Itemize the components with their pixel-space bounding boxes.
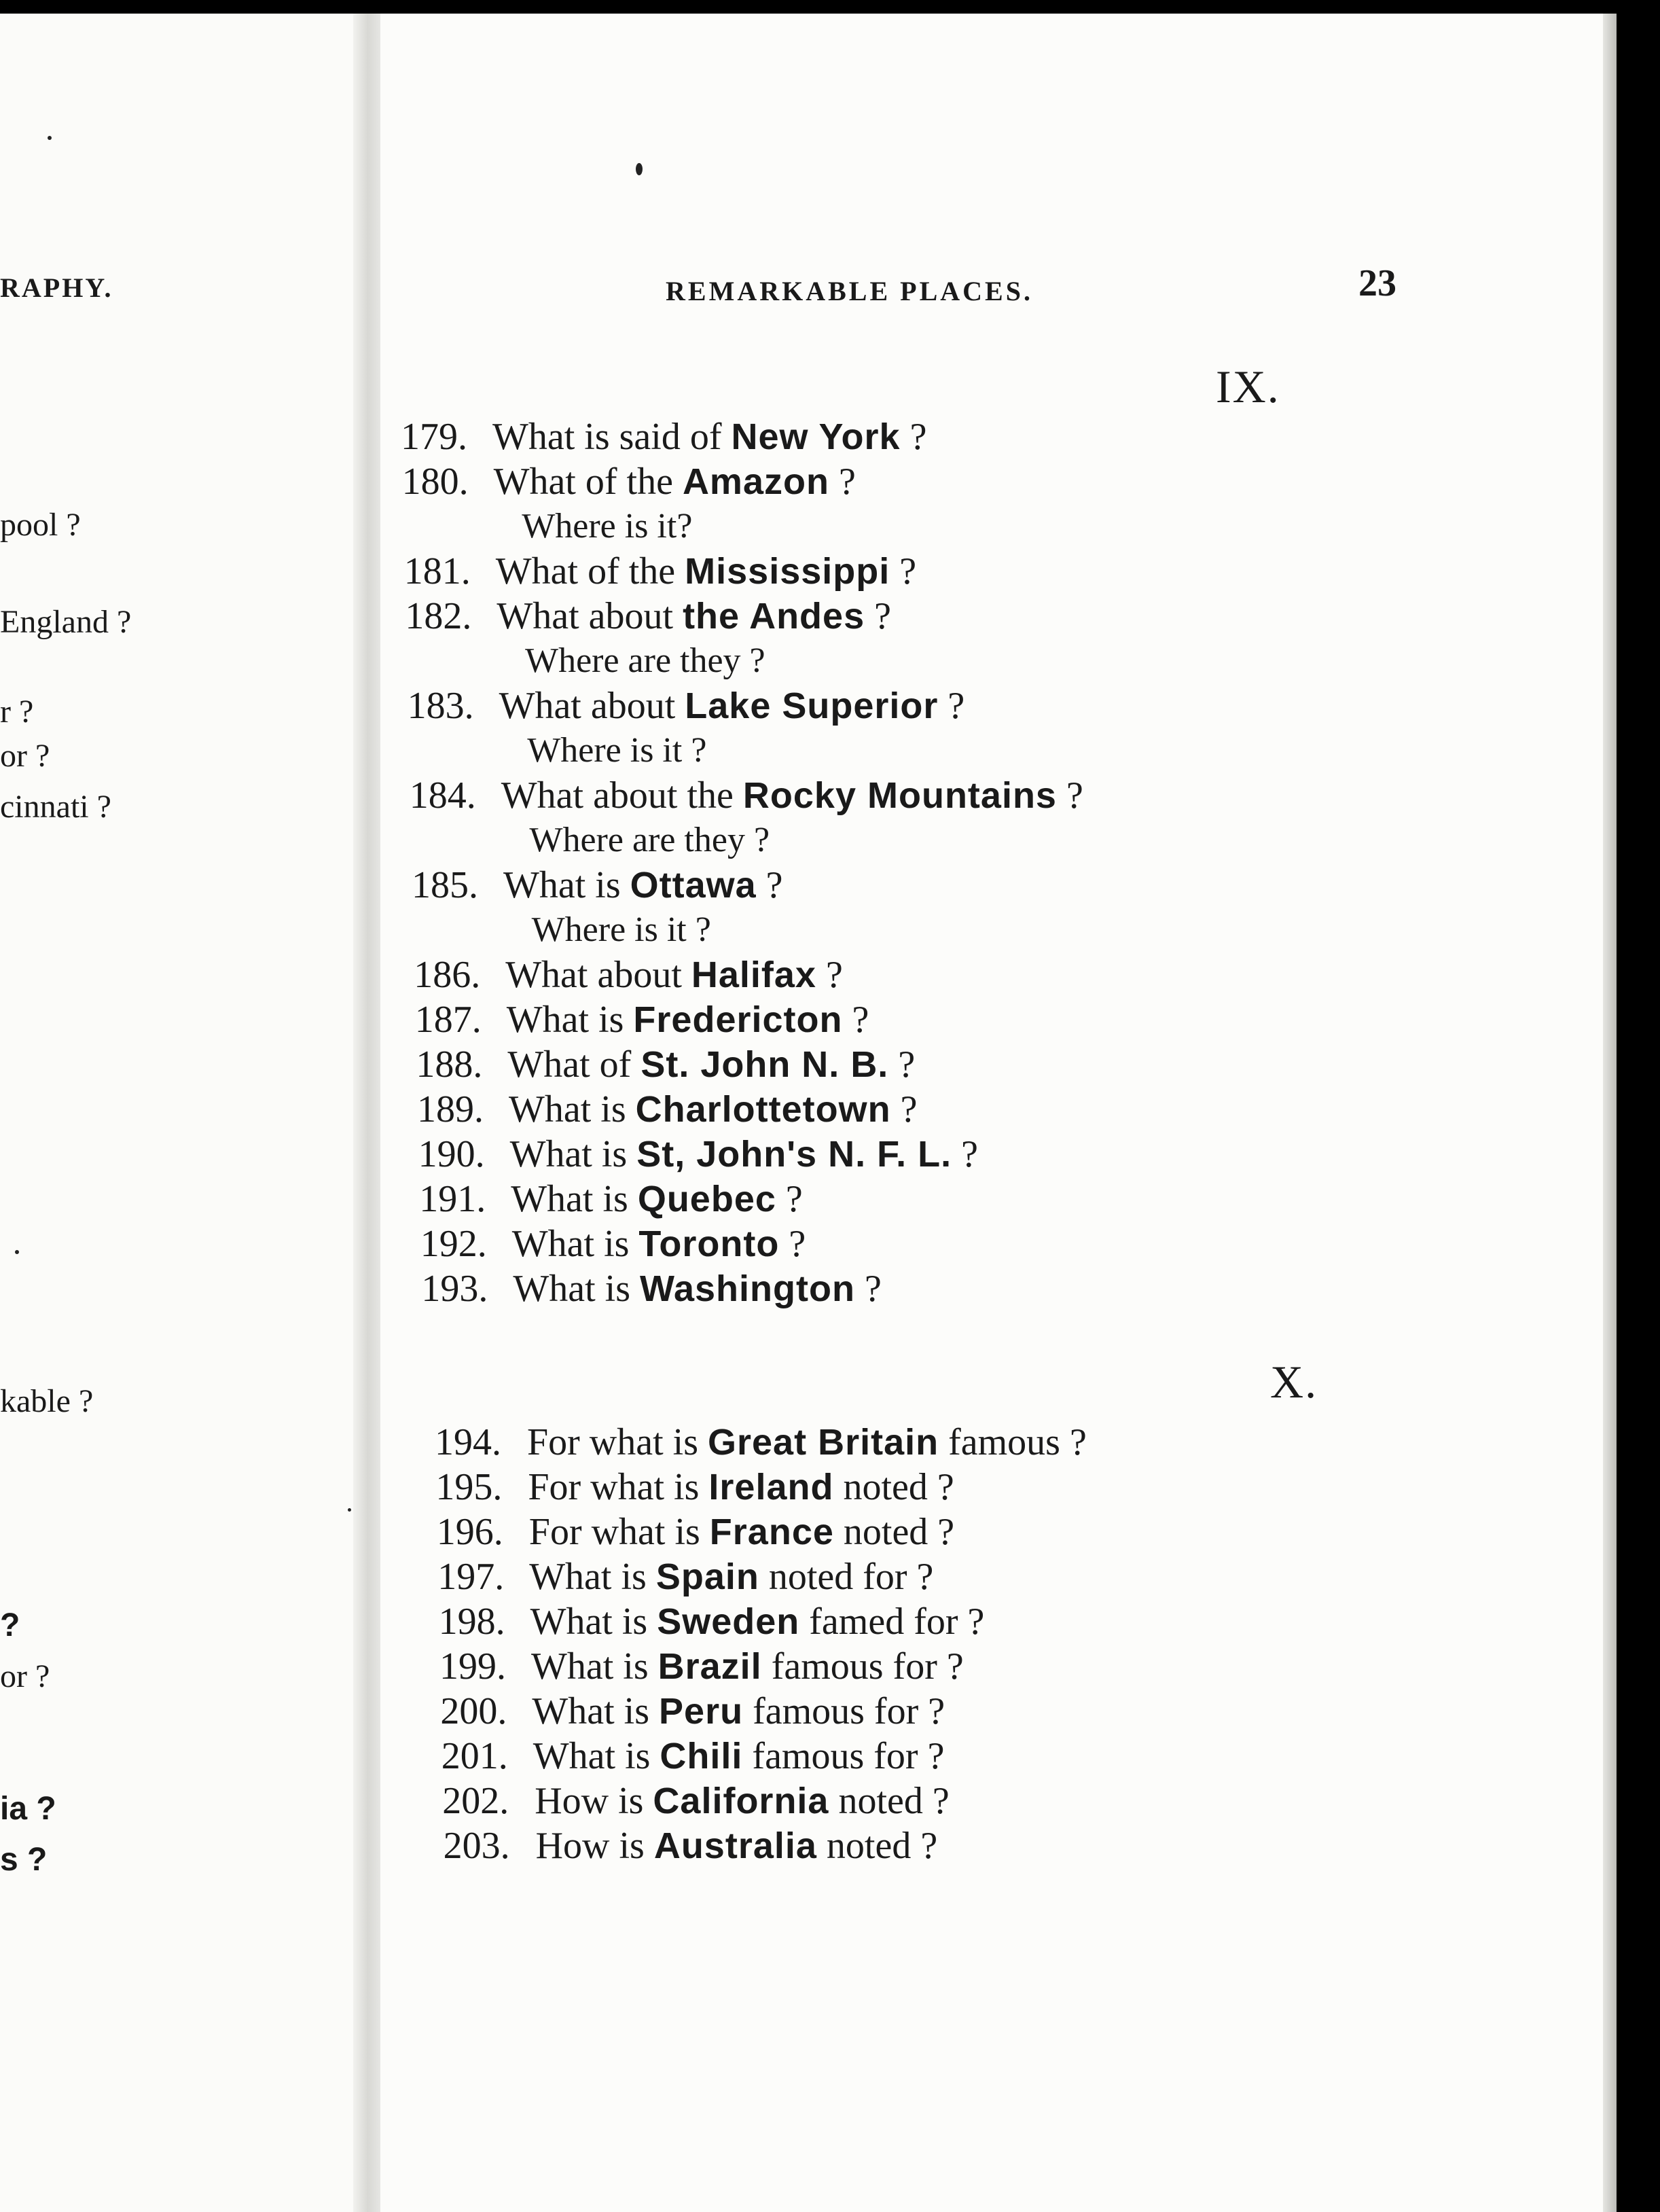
question-text: What about: [499, 685, 676, 727]
place-name: Washington: [640, 1268, 855, 1309]
question-number: 179.: [401, 416, 467, 458]
ink-speck: [348, 1508, 351, 1512]
place-name: France: [709, 1512, 834, 1552]
left-page-fragment: r ?: [0, 694, 34, 730]
question-end: ?: [852, 999, 869, 1041]
question-text: What is: [530, 1601, 648, 1643]
question-number: 202.: [442, 1780, 509, 1822]
place-name: California: [653, 1781, 829, 1821]
place-name: Peru: [659, 1691, 744, 1732]
question-number: 203.: [443, 1825, 510, 1867]
question-text: What is: [509, 1088, 626, 1130]
question-number: 184.: [409, 774, 476, 817]
question-end: ?: [789, 1223, 806, 1265]
left-page-fragment: England ?: [0, 604, 132, 640]
section-heading-x: X.: [1270, 1356, 1318, 1408]
place-name: Sweden: [657, 1601, 800, 1642]
question-end: noted ?: [838, 1780, 950, 1822]
question-text: What of the: [493, 461, 673, 503]
place-name: Australia: [653, 1825, 817, 1866]
question-end: ?: [1066, 774, 1083, 817]
place-name: St, John's N. F. L.: [636, 1134, 952, 1175]
sub-question: Where is it ?: [531, 910, 711, 949]
question-end: famed for ?: [809, 1601, 985, 1643]
running-head: REMARKABLE PLACES.: [666, 276, 1033, 306]
page-number: 23: [1358, 262, 1396, 304]
question-number: 183.: [407, 685, 474, 727]
question-number: 192.: [420, 1223, 487, 1265]
question-number: 195.: [435, 1466, 503, 1508]
question-end: ?: [898, 1043, 916, 1086]
question-number: 181.: [403, 550, 471, 592]
sub-question: Where is it?: [522, 507, 693, 546]
question-end: ?: [825, 954, 843, 996]
left-page-fragment: or ?: [0, 1658, 50, 1694]
place-name: Ottawa: [630, 865, 757, 906]
question-item: [437, 1554, 933, 1599]
question-number: 197.: [437, 1556, 505, 1598]
left-page-fragment: kable ?: [0, 1383, 94, 1419]
question-end: noted ?: [843, 1511, 955, 1553]
question-text: What is: [532, 1690, 650, 1732]
question-number: 194.: [435, 1421, 501, 1463]
question-list-x: [380, 14, 1603, 2052]
place-name: Fredericton: [633, 999, 843, 1040]
place-name: St. John N. B.: [640, 1044, 889, 1085]
question-number: 190.: [418, 1133, 485, 1175]
question-number: 199.: [439, 1645, 506, 1688]
question-item: [441, 1734, 945, 1779]
left-running-head: RAPHY.: [0, 272, 113, 303]
question-number: 186.: [414, 954, 481, 996]
question-text: What is: [511, 1223, 630, 1265]
question-text: What of the: [495, 550, 676, 592]
question-end: famous for ?: [752, 1735, 945, 1777]
question-text: What is: [509, 1133, 628, 1175]
ink-speck: [15, 1250, 19, 1254]
question-end: noted ?: [843, 1466, 954, 1508]
sub-question: Where is it ?: [527, 731, 707, 770]
question-text: What is: [513, 1268, 631, 1310]
place-name: Chili: [660, 1736, 743, 1777]
question-number: 196.: [436, 1511, 503, 1553]
left-page-fragment: s ?: [0, 1842, 48, 1878]
question-number: 188.: [416, 1043, 483, 1086]
left-page-fragment: ia ?: [0, 1791, 56, 1827]
question-end: ?: [899, 550, 917, 592]
question-item: [440, 1689, 945, 1734]
question-item: [439, 1644, 964, 1689]
question-text: What is: [511, 1178, 628, 1220]
place-name: the Andes: [683, 596, 865, 637]
question-end: ?: [961, 1133, 978, 1175]
question-end: ?: [909, 416, 927, 458]
left-page-fragment: or ?: [0, 738, 50, 774]
question-number: 185.: [412, 864, 478, 906]
question-text: What is: [533, 1735, 651, 1777]
left-page-fragment: ?: [0, 1607, 20, 1643]
question-text: For what is: [527, 1421, 698, 1463]
question-end: ?: [765, 864, 783, 906]
place-name: Halifax: [691, 955, 816, 995]
question-text: What about the: [501, 774, 734, 817]
place-name: Toronto: [638, 1224, 780, 1264]
place-name: Amazon: [682, 461, 829, 502]
question-text: For what is: [528, 1466, 700, 1508]
place-name: Brazil: [657, 1646, 762, 1687]
question-item: [439, 1599, 985, 1644]
left-page-fragment: pool ?: [0, 507, 81, 543]
sub-question: Where are they ?: [525, 641, 765, 680]
question-item: [442, 1779, 950, 1823]
question-text: What about: [505, 954, 682, 996]
question-number: 201.: [441, 1735, 508, 1777]
place-name: Mississippi: [685, 551, 890, 592]
place-name: Quebec: [637, 1179, 776, 1219]
question-text: What is said of: [492, 416, 722, 458]
question-number: 191.: [419, 1178, 486, 1220]
place-name: Ireland: [708, 1467, 834, 1508]
question-end: noted ?: [826, 1825, 938, 1867]
question-text: For what is: [528, 1511, 700, 1553]
question-number: 187.: [414, 999, 482, 1041]
question-text: How is: [535, 1825, 645, 1867]
question-text: What is: [529, 1556, 647, 1598]
question-end: famous ?: [948, 1421, 1087, 1463]
place-name: Great Britain: [708, 1422, 939, 1463]
question-end: noted for ?: [768, 1556, 934, 1598]
question-end: ?: [864, 1268, 882, 1310]
question-number: 198.: [438, 1601, 505, 1643]
question-text: What is: [506, 999, 624, 1041]
place-name: Lake Superior: [685, 685, 939, 726]
right-page: [380, 14, 1603, 2212]
question-item: [435, 1420, 1087, 1465]
question-item: [444, 1823, 938, 1868]
question-text: What about: [497, 595, 674, 637]
sub-question: Where are they ?: [529, 821, 770, 859]
left-page: [0, 14, 359, 2212]
left-page-fragment: cinnati ?: [0, 789, 111, 825]
question-text: What of: [507, 1043, 632, 1086]
place-name: Spain: [655, 1556, 759, 1597]
question-end: ?: [874, 595, 891, 637]
question-number: 180.: [401, 461, 469, 503]
question-number: 182.: [405, 595, 472, 637]
question-end: famous for ?: [771, 1645, 964, 1688]
question-item: [435, 1465, 954, 1510]
question-end: ?: [900, 1088, 918, 1130]
place-name: Rocky Mountains: [742, 775, 1057, 816]
question-text: How is: [535, 1780, 644, 1822]
question-number: 189.: [417, 1088, 484, 1130]
question-end: ?: [948, 685, 965, 727]
question-item: [437, 1510, 954, 1554]
section-heading-ix: IX.: [1216, 361, 1280, 412]
question-end: ?: [838, 461, 856, 503]
ink-speck: [48, 136, 52, 140]
question-text: What is: [503, 864, 621, 906]
question-end: famous for ?: [753, 1690, 945, 1732]
question-number: 193.: [421, 1268, 488, 1310]
question-number: 200.: [440, 1690, 507, 1732]
place-name: Charlottetown: [635, 1089, 891, 1130]
question-text: What is: [531, 1645, 649, 1688]
question-end: ?: [785, 1178, 803, 1220]
page-edge: [1603, 14, 1617, 2212]
place-name: New York: [731, 416, 901, 457]
